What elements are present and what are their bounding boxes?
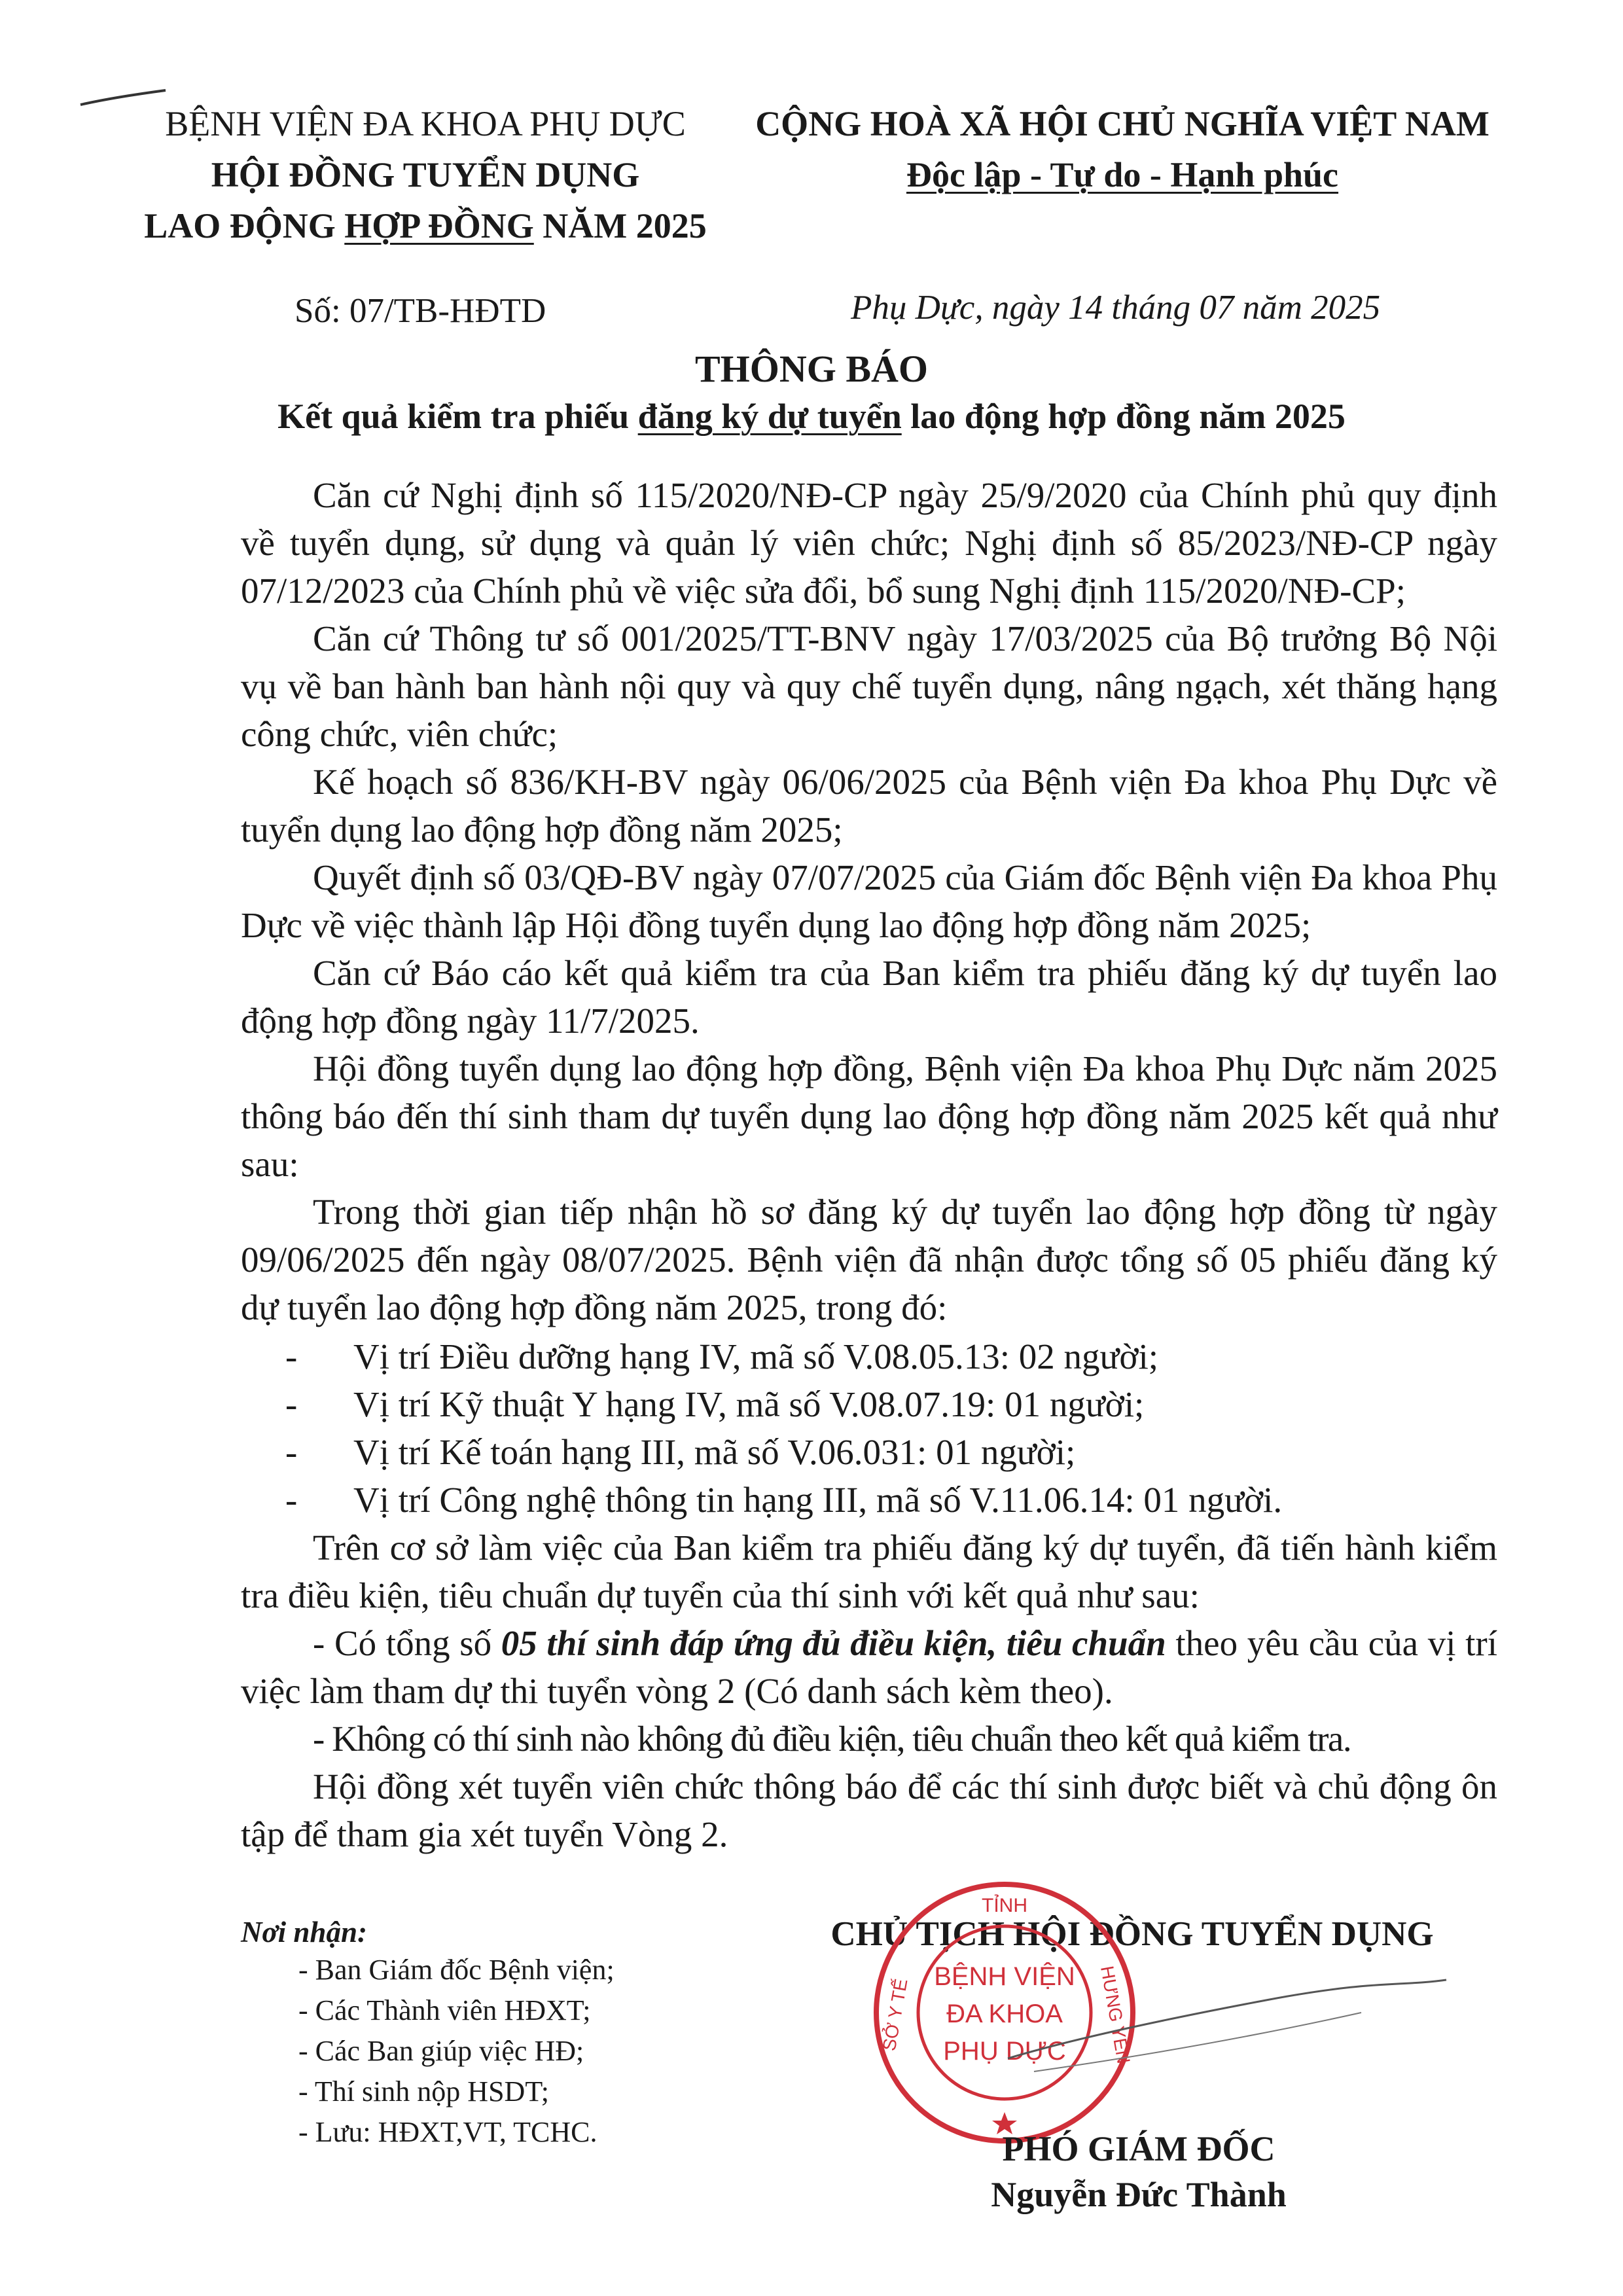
seal-ring-top: TỈNH	[982, 1895, 1027, 1916]
list-item: - Vị trí Công nghệ thông tin hạng III, mã số V.11.06.14: 01 người.	[285, 1480, 1283, 1520]
result-unqualified: - Không có thí sinh nào không đủ điều kiện, tiêu chuẩn theo kết quả kiểm tra.	[313, 1719, 1351, 1759]
place-date: Phụ Dực, ngày 14 tháng 07 năm 2025	[851, 289, 1381, 327]
basis-report: Căn cứ Báo cáo kết quả kiểm tra của Ban kiểm tra phiếu đăng ký dự tuyển lao động hợp đồng ngày 11/7/2025.	[241, 953, 1497, 1041]
basis-circular: Căn cứ Thông tư số 001/2025/TT-BNV ngày 17/03/2025 của Bộ trưởng Bộ Nội vụ về ban hành ban hành nội quy và quy chế tuyển dụng, nâng ngạch, xét thăng hạng công chức, viên chức;	[241, 619, 1497, 754]
announcement-intro: Hội đồng tuyển dụng lao động hợp đồng, Bệnh viện Đa khoa Phụ Dực năm 2025 thông báo đến thí sinh tham dự tuyển dụng lao động hợp đồng năm 2025 kết quả như sau:	[241, 1049, 1497, 1184]
list-item: - Vị trí Kỹ thuật Y hạng IV, mã số V.08.07.19: 01 người;	[285, 1384, 1145, 1424]
recipient-item: - Lưu: HĐXT,VT, TCHC.	[298, 2116, 597, 2148]
recipient-item: - Các Thành viên HĐXT;	[298, 1994, 591, 2026]
seal-line-2: ĐA KHOA	[946, 2000, 1063, 2028]
list-item: - Vị trí Kế toán hạng III, mã số V.06.031: 01 người;	[285, 1432, 1076, 1472]
signature-scribble	[995, 1960, 1453, 2091]
signer-name: Nguyễn Đức Thành	[991, 2175, 1287, 2214]
reception-period: Trong thời gian tiếp nhận hồ sơ đăng ký dự tuyển lao động hợp đồng từ ngày 09/06/2025 đến ngày 08/07/2025. Bệnh viện đã nhận được tổng số 05 phiếu đăng ký dự tuyển lao động hợp đồng năm 2025, trong đó:	[241, 1192, 1497, 1327]
signer-position: PHÓ GIÁM ĐỐC	[1002, 2129, 1275, 2168]
check-basis: Trên cơ sở làm việc của Ban kiểm tra phiếu đăng ký dự tuyển, đã tiến hành kiểm tra điều kiện, tiêu chuẩn dự tuyển của thí sinh với kết quả như sau:	[241, 1528, 1497, 1615]
recipient-item: - Các Ban giúp việc HĐ;	[298, 2035, 584, 2067]
council-name: HỘI ĐỒNG TUYỂN DỤNG	[211, 155, 640, 194]
doc-subtitle: Kết quả kiểm tra phiếu đăng ký dự tuyển lao động hợp đồng năm 2025	[277, 397, 1346, 436]
basis-decision: Quyết định số 03/QĐ-BV ngày 07/07/2025 của Giám đốc Bệnh viện Đa khoa Phụ Dực về việc thành lập Hội đồng tuyển dụng lao động hợp đồng năm 2025;	[241, 857, 1497, 945]
list-item: - Vị trí Điều dưỡng hạng IV, mã số V.08.05.13: 02 người;	[285, 1336, 1159, 1376]
closing-paragraph: Hội đồng xét tuyển viên chức thông báo để các thí sinh được biết và chủ động ôn tập để tham gia xét tuyển Vòng 2.	[241, 1767, 1497, 1854]
recipients	[241, 1914, 830, 2153]
seal-ring-left: SỞ Y TẾ	[878, 1977, 912, 2053]
doc-number: Số: 07/TB-HĐTD	[294, 292, 546, 330]
national-header	[753, 98, 1492, 200]
scan-mark	[77, 85, 169, 111]
seal-ring-right: HƯNG YÊN	[1096, 1964, 1134, 2066]
national-motto: Độc lập - Tự do - Hạnh phúc	[906, 155, 1339, 194]
recipient-item: - Ban Giám đốc Bệnh viện;	[298, 1954, 615, 1986]
position-list	[241, 1333, 1497, 1524]
result-qualified: - Có tổng số 05 thí sinh đáp ứng đủ điều kiện, tiêu chuẩn theo yêu cầu của vị trí việc làm tham dự thi tuyển vòng 2 (Có danh sách kèm theo).	[241, 1623, 1497, 1711]
hospital-name: BỆNH VIỆN ĐA KHOA PHỤ DỰC	[165, 104, 686, 143]
seal-line-3: PHỤ DỰC	[943, 2037, 1066, 2066]
recipient-item: - Thí sinh nộp HSDT;	[298, 2075, 550, 2108]
seal-line-1: BỆNH VIỆN	[934, 1962, 1075, 1991]
body	[241, 471, 1497, 1858]
basis-plan: Kế hoạch số 836/KH-BV ngày 06/06/2025 của Bệnh viện Đa khoa Phụ Dực về tuyển dụng lao động hợp đồng năm 2025;	[241, 762, 1497, 850]
signature-title: CHỦ TỊCH HỘI ĐỒNG TUYỂN DỤNG	[830, 1915, 1434, 1953]
country-name: CỘNG HOÀ XÃ HỘI CHỦ NGHĨA VIỆT NAM	[755, 104, 1489, 143]
basis-decree: Căn cứ Nghị định số 115/2020/NĐ-CP ngày 25/9/2020 của Chính phủ quy định về tuyển dụng, sử dụng và quản lý viên chức; Nghị định số 85/2023/NĐ-CP ngày 07/12/2023 của Chính phủ về việc sửa đổi, bổ sung Nghị định 115/2020/NĐ-CP;	[241, 475, 1497, 611]
recipients-label: Nơi nhận:	[241, 1916, 367, 1948]
doc-title: THÔNG BÁO	[694, 348, 929, 390]
council-subtitle: LAO ĐỘNG HỢP ĐỒNG NĂM 2025	[144, 206, 707, 245]
issuer-header	[118, 98, 733, 251]
